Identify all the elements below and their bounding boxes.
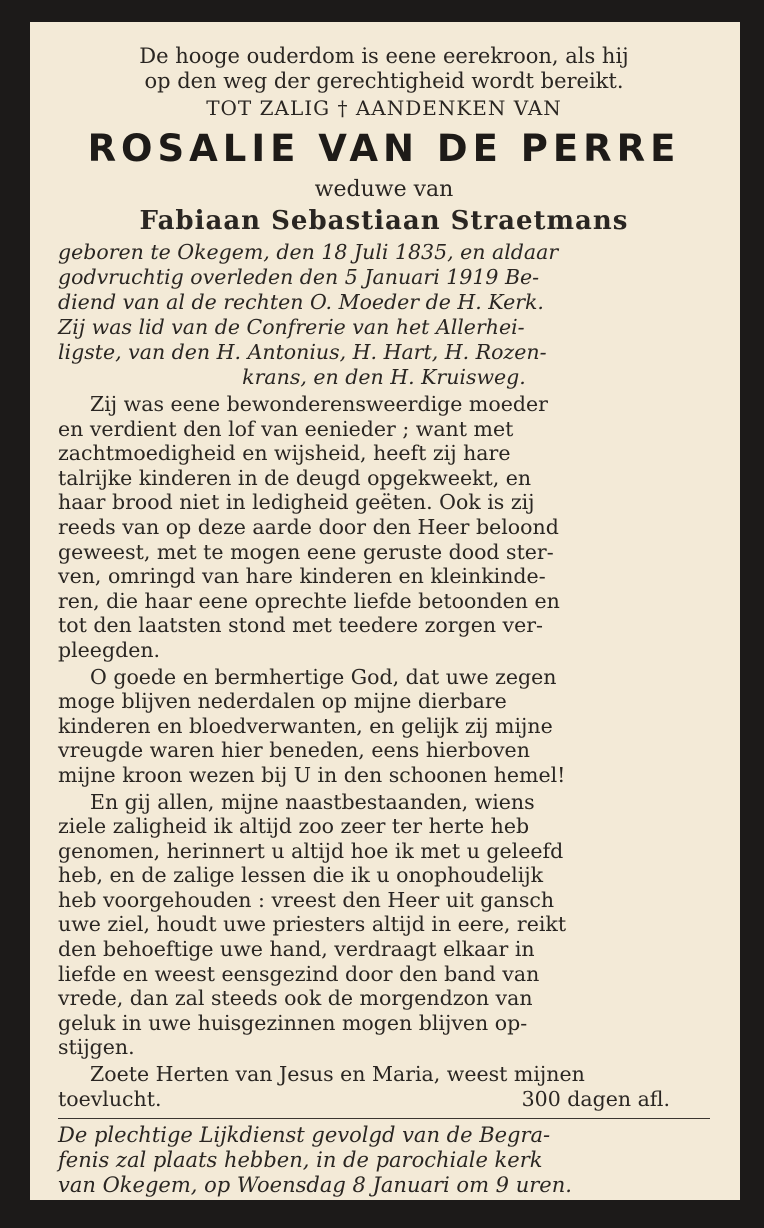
motto-line: op den weg der gerechtigheid wordt bereikt. bbox=[144, 69, 624, 93]
text-line: ziele zaligheid ik altijd zoo zeer ter herte heb bbox=[58, 814, 530, 839]
text-line: mijne kroon wezen bij U in den schoonen hemel! bbox=[58, 762, 566, 787]
text-line: heb voorgehouden : vreest den Heer uit gansch bbox=[58, 887, 555, 912]
text-line: vreugde waren hier beneden, eens hierboven bbox=[58, 738, 530, 763]
text-line: den behoeftige uwe hand, verdraagt elkaar in bbox=[58, 937, 535, 962]
text-line: En gij allen, mijne naastbestaanden, wiens bbox=[90, 789, 535, 814]
text-line: stijgen. bbox=[58, 1035, 135, 1060]
text-line: vrede, dan zal steeds ook de morgendzon van bbox=[58, 986, 533, 1011]
paragraph-prayer bbox=[58, 665, 710, 788]
biography-line: Zij was lid van de Confrerie van het Allerhei- bbox=[58, 315, 525, 339]
memorial-heading: TOT ZALIG † AANDENKEN VAN bbox=[206, 96, 562, 120]
text-line: pleegden. bbox=[58, 637, 161, 662]
invocation-line: Zoete Herten van Jesus en Maria, weest mijnen bbox=[90, 1062, 585, 1087]
motto bbox=[58, 44, 710, 94]
indulgence-note: 300 dagen afl. bbox=[521, 1086, 670, 1111]
biography bbox=[58, 240, 710, 390]
invocation-row bbox=[58, 1087, 710, 1112]
deceased-name: ROSALIE VAN DE PERRE bbox=[87, 127, 681, 170]
husband-name: Fabiaan Sebastiaan Straetmans bbox=[139, 206, 629, 236]
text-line: haar brood niet in ledigheid geëten. Ook is zij bbox=[58, 490, 535, 515]
text-line: talrijke kinderen in de deugd opgekweekt, en bbox=[58, 465, 532, 490]
text-line: genomen, herinnert u altijd hoe ik met u geleefd bbox=[58, 838, 564, 863]
biography-line: godvruchtig overleden den 5 Januari 1919 Be- bbox=[58, 265, 540, 289]
text-line: O goede en bermhertige God, dat uwe zegen bbox=[90, 664, 557, 689]
divider bbox=[58, 1118, 710, 1119]
funeral-notice bbox=[58, 1123, 710, 1198]
text-line: ven, omringd van hare kinderen en kleinkinde- bbox=[58, 564, 546, 589]
text-line: moge blijven nederdalen op mijne dierbare bbox=[58, 689, 507, 714]
funeral-line: De plechtige Lijkdienst gevolgd van de Begra- bbox=[58, 1123, 551, 1148]
text-line: ren, die haar eene oprechte liefde betoonden en bbox=[58, 588, 560, 613]
text-line: liefde en weest eensgezind door den band van bbox=[58, 961, 540, 986]
biography-line: geboren te Okegem, den 18 Juli 1835, en aldaar bbox=[58, 240, 559, 264]
invocation bbox=[58, 1062, 710, 1111]
paragraph-tribute bbox=[58, 392, 710, 663]
biography-line: ligste, van den H. Antonius, H. Hart, H. Rozen- bbox=[58, 340, 547, 364]
text-line: en verdient den lof van eenieder ; want met bbox=[58, 416, 514, 441]
text-line: tot den laatsten stond met teedere zorgen ver- bbox=[58, 613, 543, 638]
text-line: reeds van op deze aarde door den Heer beloond bbox=[58, 514, 559, 539]
text-line: Zij was eene bewonderensweerdige moeder bbox=[90, 392, 548, 416]
memorial-card bbox=[30, 22, 740, 1200]
paragraph-exhortation bbox=[58, 790, 710, 1061]
invocation-line: toevlucht. bbox=[58, 1086, 162, 1111]
funeral-line: van Okegem, op Woensdag 8 Januari om 9 uren. bbox=[58, 1173, 572, 1198]
text-line: zachtmoedigheid en wijsheid, heeft zij hare bbox=[58, 441, 511, 466]
text-line: kinderen en bloedverwanten, en gelijk zij mijne bbox=[58, 713, 553, 738]
biography-line: krans, en den H. Kruisweg. bbox=[242, 365, 526, 389]
widow-of-label: weduwe van bbox=[314, 177, 454, 202]
text-line: geluk in uwe huisgezinnen mogen blijven op- bbox=[58, 1010, 528, 1035]
text-line: heb, en de zalige lessen die ik u onophoudelijk bbox=[58, 863, 544, 888]
biography-line: diend van al de rechten O. Moeder de H. Kerk. bbox=[58, 290, 544, 314]
text-line: geweest, met te mogen eene geruste dood ster- bbox=[58, 539, 554, 564]
motto-line: De hooge ouderdom is eene eerekroon, als hij bbox=[139, 44, 629, 68]
text-line: uwe ziel, houdt uwe priesters altijd in eere, reikt bbox=[58, 912, 567, 937]
funeral-line: fenis zal plaats hebben, in de parochiale kerk bbox=[58, 1148, 543, 1173]
